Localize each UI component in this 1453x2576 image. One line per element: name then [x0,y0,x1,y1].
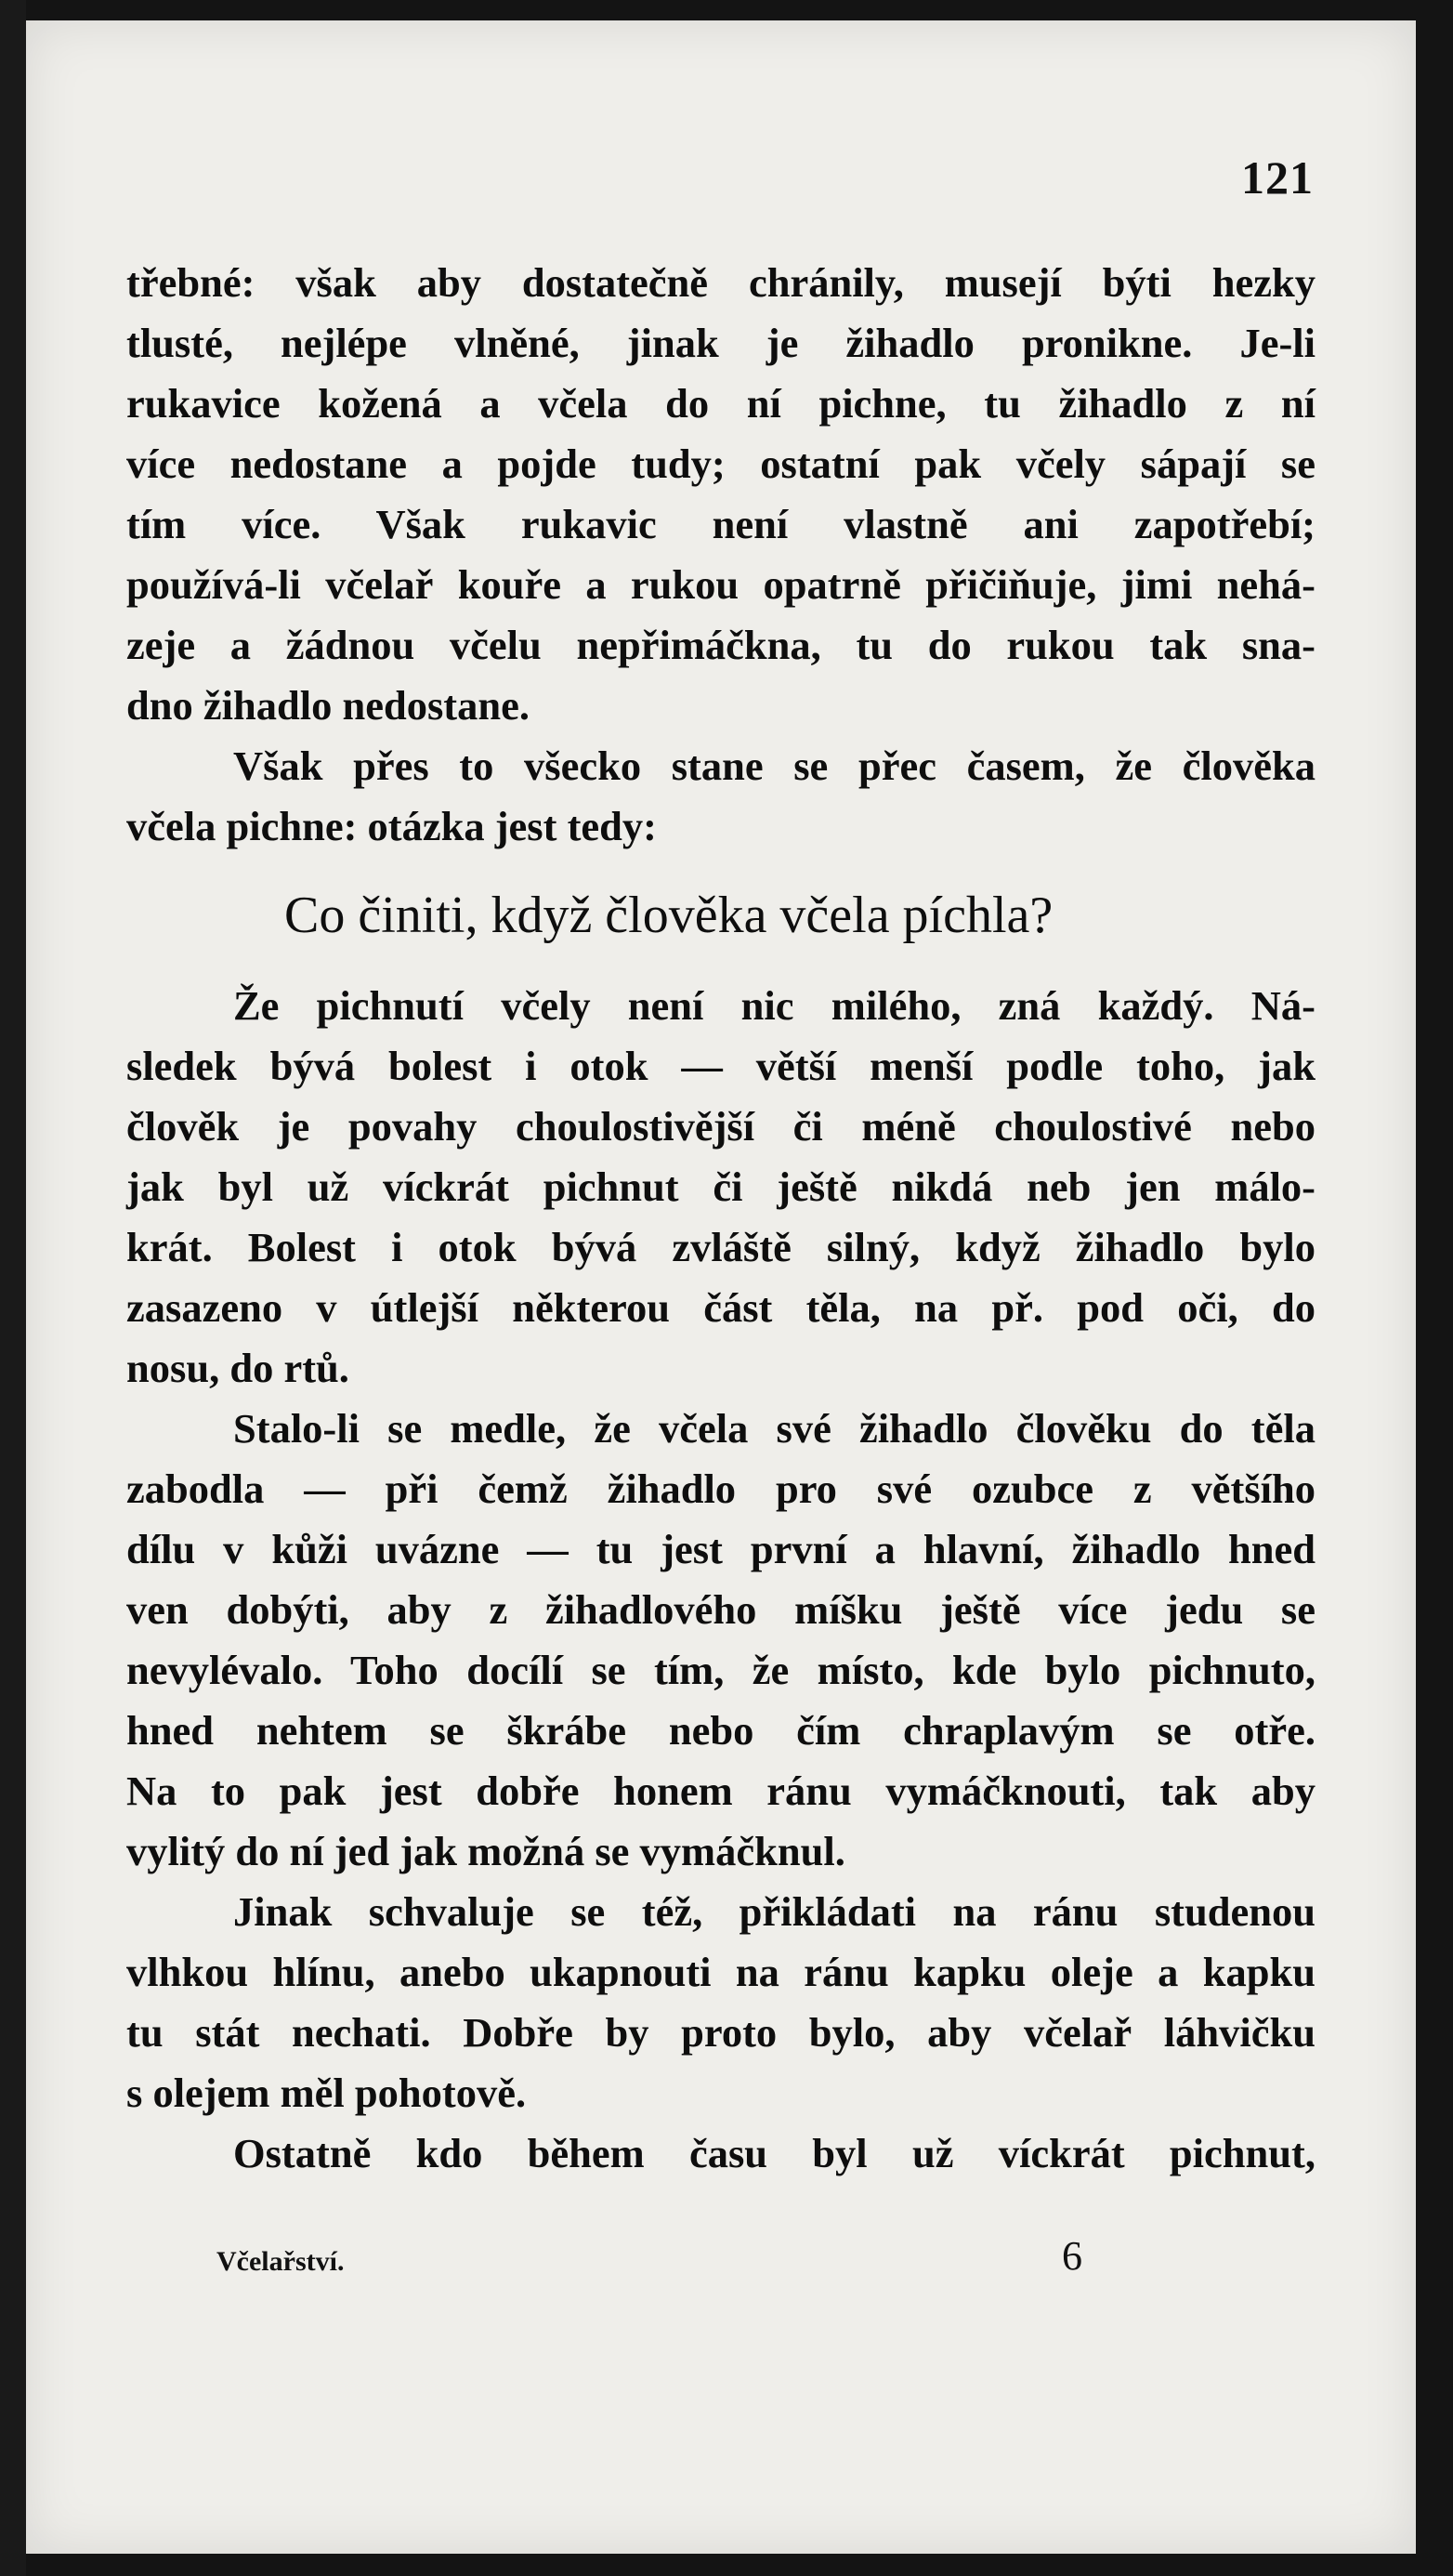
text-line: sledek bývá bolest i otok — větší menší podle toho, jak [126,1043,1316,1089]
text-line: zeje a žádnou včelu nepřimáčkna, tu do rukou tak sna- [126,622,1316,668]
page-number: 121 [1241,151,1314,204]
paragraph-2 [126,736,1316,857]
text-line: nosu, do rtů. [126,1345,349,1391]
book-page [26,20,1416,2554]
section-heading: Co činiti, když člověka včela píchla? [284,887,1054,944]
paragraph-3 [126,976,1316,1399]
text-line: vylitý do ní jed jak možná se vymáčknul. [126,1828,845,1874]
text-line: jak byl už víckrát pichnut či ještě nikdá neb jen málo- [126,1163,1316,1210]
text-line: hned nehtem se škrábe nebo čím chraplavým se otře. [126,1707,1316,1754]
text-line: zasazeno v útlejší některou část těla, na př. pod oči, do [126,1284,1316,1331]
text-line: více nedostane a pojde tudy; ostatní pak včely sápají se [126,440,1316,487]
text-line: dílu v kůži uvázne — tu jest první a hlavní, žihadlo hned [126,1526,1316,1572]
text-line: rukavice kožená a včela do ní pichne, tu žihadlo z ní [126,380,1316,427]
text-line: Stalo-li se medle, že včela své žihadlo člověku do těla [233,1405,1316,1452]
text-line: nevylévalo. Toho docílí se tím, že místo, kde bylo pichnuto, [126,1647,1316,1693]
text-line: Však přes to všecko stane se přec časem, že člověka [233,743,1316,789]
text-line: tím více. Však rukavic není vlastně ani zapotřebí; [126,501,1316,547]
text-line: vlhkou hlínu, anebo ukapnouti na ránu kapku oleje a kapku [126,1949,1316,1995]
text-line: dno žihadlo nedostane. [126,682,530,729]
text-line: používá-li včelař kouře a rukou opatrně přičiňuje, jimi nehá- [126,561,1316,608]
text-line: ven dobýti, aby z žihadlového míšku ještě více jedu se [126,1586,1316,1633]
text-line: Ostatně kdo během času byl už víckrát pichnut, [233,2130,1316,2176]
paragraph-1 [126,253,1316,736]
scan-left-edge [0,0,26,2576]
text-line: s olejem měl pohotově. [126,2070,527,2116]
text-line: tu stát nechati. Dobře by proto bylo, aby včelař láhvičku [126,2009,1316,2056]
text-line: Na to pak jest dobře honem ránu vymáčknouti, tak aby [126,1768,1316,1814]
page-text [126,253,1316,2184]
text-line: třebné: však aby dostatečně chránily, musejí býti hezky [126,259,1316,306]
paragraph-6 [126,2123,1316,2184]
text-line: Jinak schvaluje se též, přikládati na ránu studenou [233,1888,1316,1935]
text-line: člověk je povahy choulostivější či méně choulostivé nebo [126,1103,1316,1150]
paragraph-5 [126,1882,1316,2123]
footer-signature: Včelařství. [216,2246,345,2277]
text-line: tlusté, nejlépe vlněné, jinak je žihadlo pronikne. Je-li [126,320,1316,366]
text-line: včela pichne: otázka jest tedy: [126,803,657,849]
text-line: zabodla — při čemž žihadlo pro své ozubce z většího [126,1465,1316,1512]
text-line: Že pichnutí včely není nic milého, zná každý. Ná- [233,982,1316,1029]
paragraph-4 [126,1399,1316,1882]
footer-sheet-mark: 6 [1062,2233,1082,2279]
text-line: krát. Bolest i otok bývá zvláště silný, když žihadlo bylo [126,1224,1316,1270]
